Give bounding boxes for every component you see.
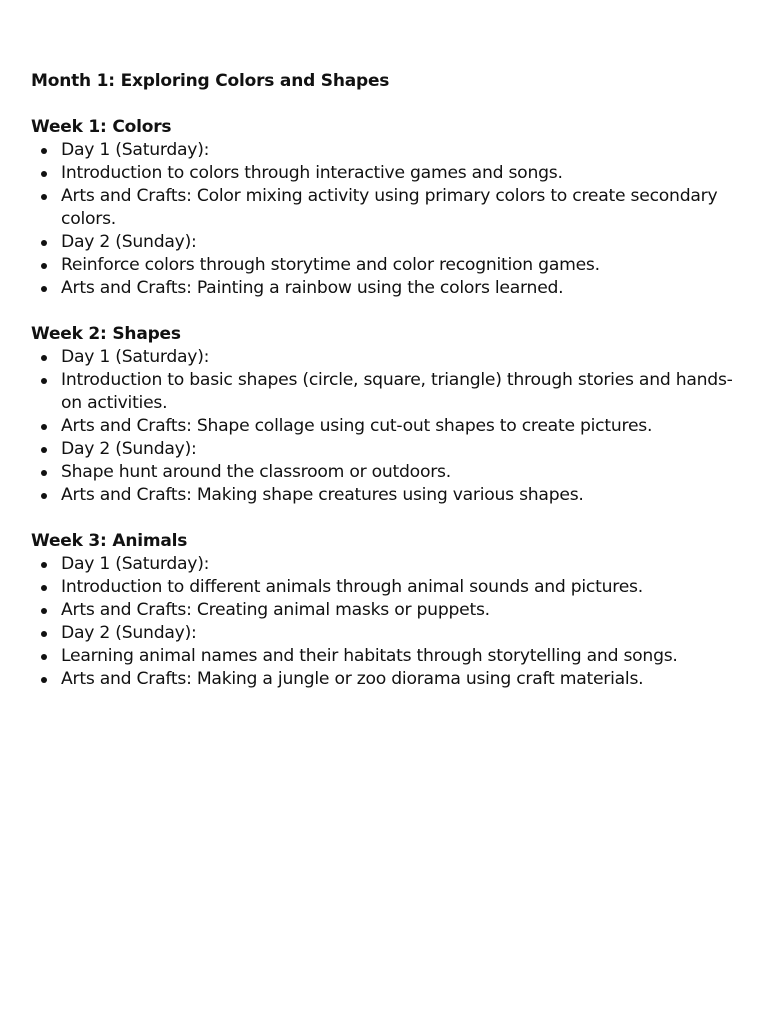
week-title: Week 2: Shapes [31,324,181,344]
week-section-colors [31,116,743,300]
bullet-icon [41,240,47,246]
activity-list [31,553,743,691]
list-item-text: Day 1 (Saturday): [61,140,210,160]
list-item-text: Day 1 (Saturday): [61,554,210,574]
bullet-icon [41,263,47,269]
list-item [31,576,743,599]
list-item [31,346,743,369]
list-item [31,185,743,231]
list-item [31,599,743,622]
bullet-icon [41,378,47,384]
document-content [31,70,743,714]
list-item [31,277,743,300]
list-item-text: Day 2 (Sunday): [61,623,197,643]
list-item [31,668,743,691]
list-item [31,461,743,484]
week-section-animals [31,530,743,691]
bullet-icon [41,631,47,637]
list-item [31,231,743,254]
list-item-text: Reinforce colors through storytime and color recognition games. [61,255,600,275]
list-item-text: Arts and Crafts: Painting a rainbow using the colors learned. [61,278,564,298]
list-item [31,139,743,162]
list-item-text: Introduction to colors through interactive games and songs. [61,163,563,183]
bullet-icon [41,470,47,476]
list-item-text: Arts and Crafts: Making shape creatures using various shapes. [61,485,584,505]
list-item [31,438,743,461]
week-section-shapes [31,323,743,507]
list-item-text: Arts and Crafts: Making a jungle or zoo diorama using craft materials. [61,669,644,689]
bullet-icon [41,608,47,614]
list-item [31,622,743,645]
list-item [31,254,743,277]
bullet-icon [41,447,47,453]
activity-list [31,139,743,300]
list-item-text: Arts and Crafts: Creating animal masks or puppets. [61,600,490,620]
bullet-icon [41,148,47,154]
list-item [31,369,743,415]
bullet-icon [41,355,47,361]
list-item-text: Arts and Crafts: Color mixing activity using primary colors to create secondary colors. [61,186,718,229]
bullet-icon [41,585,47,591]
list-item-text: Arts and Crafts: Shape collage using cut-out shapes to create pictures. [61,416,653,436]
list-item [31,645,743,668]
list-item-text: Learning animal names and their habitats through storytelling and songs. [61,646,678,666]
list-item-text: Day 2 (Sunday): [61,232,197,252]
week-title: Week 3: Animals [31,531,188,551]
week-title: Week 1: Colors [31,117,172,137]
list-item [31,162,743,185]
activity-list [31,346,743,507]
list-item [31,553,743,576]
bullet-icon [41,194,47,200]
bullet-icon [41,493,47,499]
list-item-text: Day 2 (Sunday): [61,439,197,459]
list-item [31,415,743,438]
bullet-icon [41,654,47,660]
list-item [31,484,743,507]
list-item-text: Shape hunt around the classroom or outdoors. [61,462,451,482]
list-item-text: Introduction to different animals through animal sounds and pictures. [61,577,643,597]
bullet-icon [41,677,47,683]
bullet-icon [41,171,47,177]
bullet-icon [41,424,47,430]
list-item-text: Introduction to basic shapes (circle, square, triangle) through stories and hands-on activities. [61,370,733,413]
bullet-icon [41,286,47,292]
bullet-icon [41,562,47,568]
list-item-text: Day 1 (Saturday): [61,347,210,367]
month-title: Month 1: Exploring Colors and Shapes [31,71,390,91]
